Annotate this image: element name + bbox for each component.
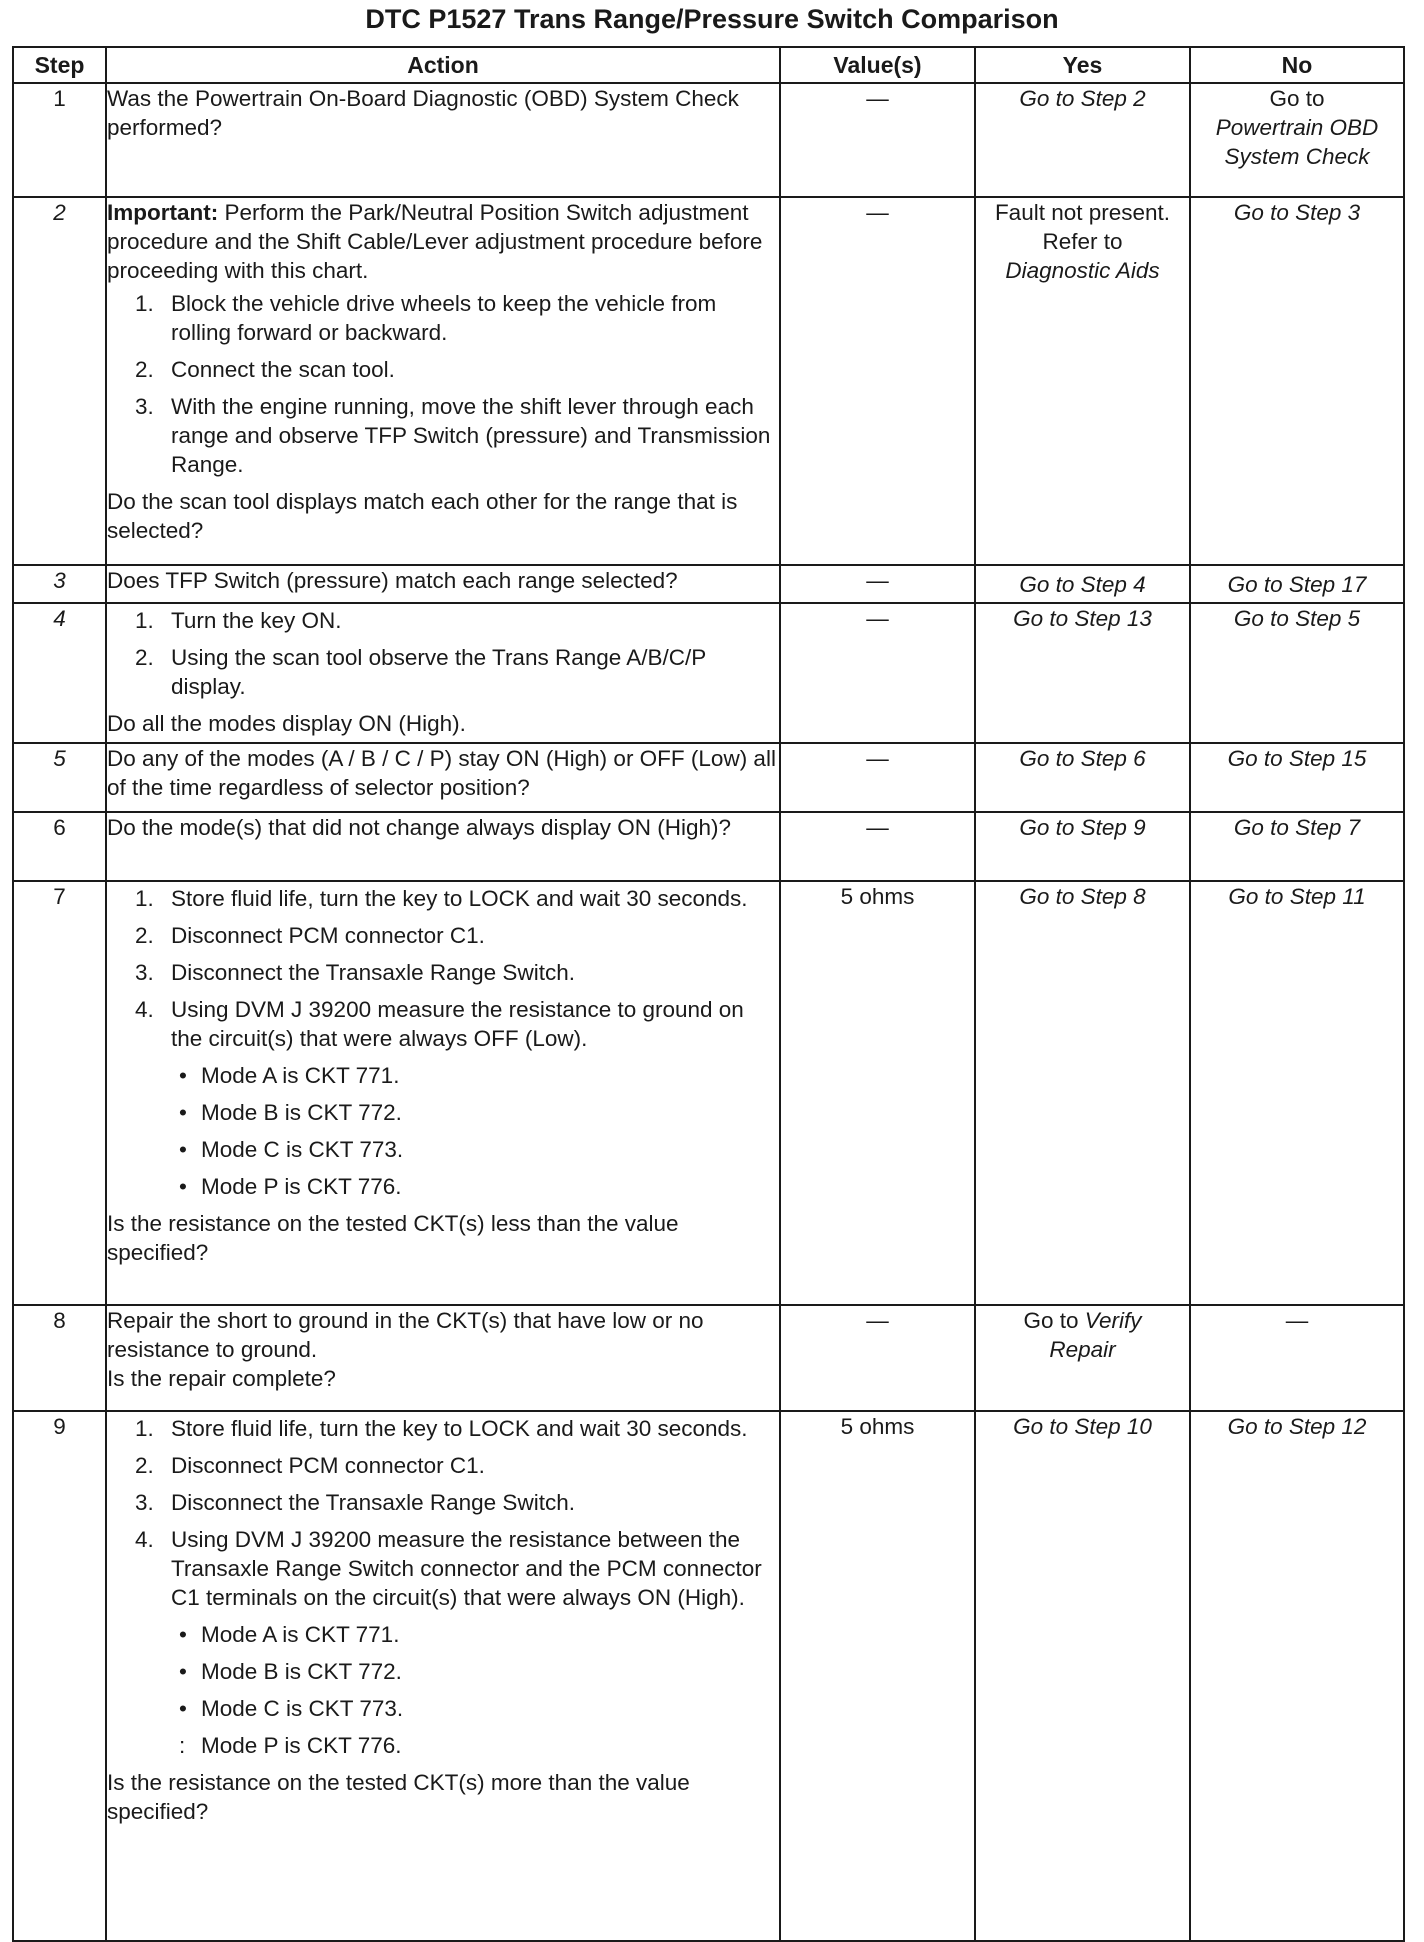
step-number: 6 — [13, 812, 106, 881]
list-item: 3. With the engine running, move the shift lever through each range and observe TFP Switch (pressure) and Transmission Range. — [135, 394, 771, 477]
no-link-text: System Check — [1224, 144, 1370, 169]
value-cell: — — [780, 812, 975, 881]
table-row — [13, 881, 1404, 1305]
yes-cell — [975, 197, 1190, 565]
action-text: Was the Powertrain On-Board Diagnostic (OBD) System Check performed? — [107, 86, 739, 140]
question-text: Do the scan tool displays match each other for the range that is selected? — [107, 489, 738, 543]
table-row — [13, 603, 1404, 743]
list-item: 4. Using DVM J 39200 measure the resistance between the Transaxle Range Switch connector and the PCM connector C1 terminals on the circuit(s) that were always ON (High). • Mode A is CKT 771. • Mode B is CKT 772. • Mode C is CKT 773. : Mode P is CKT 776. — [107, 1525, 779, 1760]
question-text: Do all the modes display ON (High). — [107, 711, 466, 736]
yes-cell — [975, 1305, 1190, 1411]
action-cell — [106, 603, 780, 743]
header-action: Action — [106, 47, 780, 83]
table-row — [13, 565, 1404, 603]
yes-cell: Go to Step 10 — [975, 1411, 1190, 1941]
list-item: 1. Block the vehicle drive wheels to keep the vehicle from rolling forward or backward. — [135, 291, 717, 345]
list-item: • Mode B is CKT 772. — [179, 1659, 402, 1684]
step-number: 5 — [13, 743, 106, 812]
step-number: 4 — [13, 603, 106, 743]
step-number: 7 — [13, 881, 106, 1305]
yes-text: Refer to — [1042, 229, 1123, 254]
list-item: 3. Disconnect the Transaxle Range Switch. — [135, 1490, 575, 1515]
table-row — [13, 1305, 1404, 1411]
no-cell — [1190, 83, 1404, 197]
list-item: 2. Using the scan tool observe the Trans Range A/B/C/P display. — [135, 645, 706, 699]
action-cell — [106, 1305, 780, 1411]
table-row — [13, 1411, 1404, 1941]
table-row — [13, 83, 1404, 197]
procedure-list — [107, 606, 779, 701]
header-row — [13, 47, 1404, 83]
mode-list — [171, 1061, 779, 1201]
yes-text: Fault not present. — [994, 200, 1171, 225]
step-number: 8 — [13, 1305, 106, 1411]
table-row — [13, 743, 1404, 812]
yes-link-text: Repair — [1049, 1337, 1116, 1362]
header-yes: Yes — [975, 47, 1190, 83]
header-values: Value(s) — [780, 47, 975, 83]
list-item: 2. Connect the scan tool. — [135, 357, 395, 382]
yes-link-text: Verify — [1084, 1308, 1142, 1333]
list-item: 2. Disconnect PCM connector C1. — [135, 923, 485, 948]
yes-cell: Go to Step 13 — [975, 603, 1190, 743]
important-text: Perform the Park/Neutral Position Switch adjustment procedure and the Shift Cable/Lever adjustment procedure before proceeding with this chart. — [107, 200, 763, 283]
yes-cell: Go to Step 4 — [975, 565, 1190, 603]
value-cell: — — [780, 1305, 975, 1411]
value-cell: 5 ohms — [780, 1411, 975, 1941]
list-item: • Mode B is CKT 772. — [179, 1100, 402, 1125]
no-cell: — — [1190, 1305, 1404, 1411]
yes-cell: Go to Step 8 — [975, 881, 1190, 1305]
list-item: • Mode A is CKT 771. — [179, 1063, 400, 1088]
no-link-text: Powertrain OBD — [1215, 115, 1379, 140]
no-cell: Go to Step 15 — [1190, 743, 1404, 812]
procedure-list — [107, 289, 779, 479]
action-cell — [106, 565, 780, 603]
list-item: 2. Disconnect PCM connector C1. — [135, 1453, 485, 1478]
list-item: 1. Store fluid life, turn the key to LOCK and wait 30 seconds. — [135, 886, 748, 911]
step-number: 9 — [13, 1411, 106, 1941]
no-cell: Go to Step 12 — [1190, 1411, 1404, 1941]
action-cell — [106, 743, 780, 812]
no-cell: Go to Step 5 — [1190, 603, 1404, 743]
value-cell: — — [780, 83, 975, 197]
no-cell: Go to Step 7 — [1190, 812, 1404, 881]
important-label: Important: — [107, 200, 219, 225]
action-text: Do the mode(s) that did not change always display ON (High)? — [107, 815, 732, 840]
value-cell: — — [780, 743, 975, 812]
list-item: 4. Using DVM J 39200 measure the resistance to ground on the circuit(s) that were always OFF (Low). • Mode A is CKT 771. • Mode B is CKT 772. • Mode C is CKT 773. • Mode P is CKT 776. — [107, 995, 779, 1201]
action-cell — [106, 1411, 780, 1941]
value-cell: — — [780, 197, 975, 565]
yes-cell: Go to Step 2 — [975, 83, 1190, 197]
action-cell — [106, 83, 780, 197]
action-cell — [106, 812, 780, 881]
value-cell: — — [780, 603, 975, 743]
no-cell: Go to Step 17 — [1190, 565, 1404, 603]
list-item: 1. Store fluid life, turn the key to LOCK and wait 30 seconds. — [135, 1416, 748, 1441]
list-item: • Mode A is CKT 771. — [179, 1622, 400, 1647]
no-cell: Go to Step 11 — [1190, 881, 1404, 1305]
question-text: Is the repair complete? — [107, 1366, 336, 1391]
yes-link-text: Diagnostic Aids — [1005, 258, 1160, 283]
action-text: Do any of the modes (A / B / C / P) stay ON (High) or OFF (Low) all of the time regardless of selector position? — [107, 746, 776, 800]
step-number: 3 — [13, 565, 106, 603]
action-cell — [106, 881, 780, 1305]
action-text: Does TFP Switch (pressure) match each range selected? — [107, 568, 678, 593]
step-number: 1 — [13, 83, 106, 197]
page-title: DTC P1527 Trans Range/Pressure Switch Comparison — [365, 4, 1059, 34]
question-text: Is the resistance on the tested CKT(s) more than the value specified? — [107, 1770, 690, 1824]
list-item: • Mode P is CKT 776. — [179, 1174, 402, 1199]
header-no: No — [1190, 47, 1404, 83]
table-row — [13, 197, 1404, 565]
yes-cell: Go to Step 9 — [975, 812, 1190, 881]
header-step: Step — [13, 47, 106, 83]
list-item: 1. Turn the key ON. — [135, 608, 342, 633]
mode-list — [171, 1620, 779, 1760]
action-cell — [106, 197, 780, 565]
step-number: 2 — [13, 197, 106, 565]
value-cell: — — [780, 565, 975, 603]
list-item: • Mode C is CKT 773. — [179, 1696, 404, 1721]
list-item: • Mode C is CKT 773. — [179, 1137, 404, 1162]
list-item: : Mode P is CKT 776. — [179, 1733, 402, 1758]
table-row — [13, 812, 1404, 881]
procedure-list — [107, 1414, 779, 1760]
procedure-list — [107, 884, 779, 1201]
yes-cell: Go to Step 6 — [975, 743, 1190, 812]
diagnostic-table — [12, 46, 1405, 1942]
value-cell: 5 ohms — [780, 881, 975, 1305]
yes-text: Go to — [1023, 1308, 1079, 1333]
no-text: Go to — [1269, 86, 1325, 111]
question-text: Is the resistance on the tested CKT(s) less than the value specified? — [107, 1211, 679, 1265]
no-cell: Go to Step 3 — [1190, 197, 1404, 565]
action-text: Repair the short to ground in the CKT(s) that have low or no resistance to ground. — [107, 1308, 704, 1362]
list-item: 3. Disconnect the Transaxle Range Switch. — [135, 960, 575, 985]
